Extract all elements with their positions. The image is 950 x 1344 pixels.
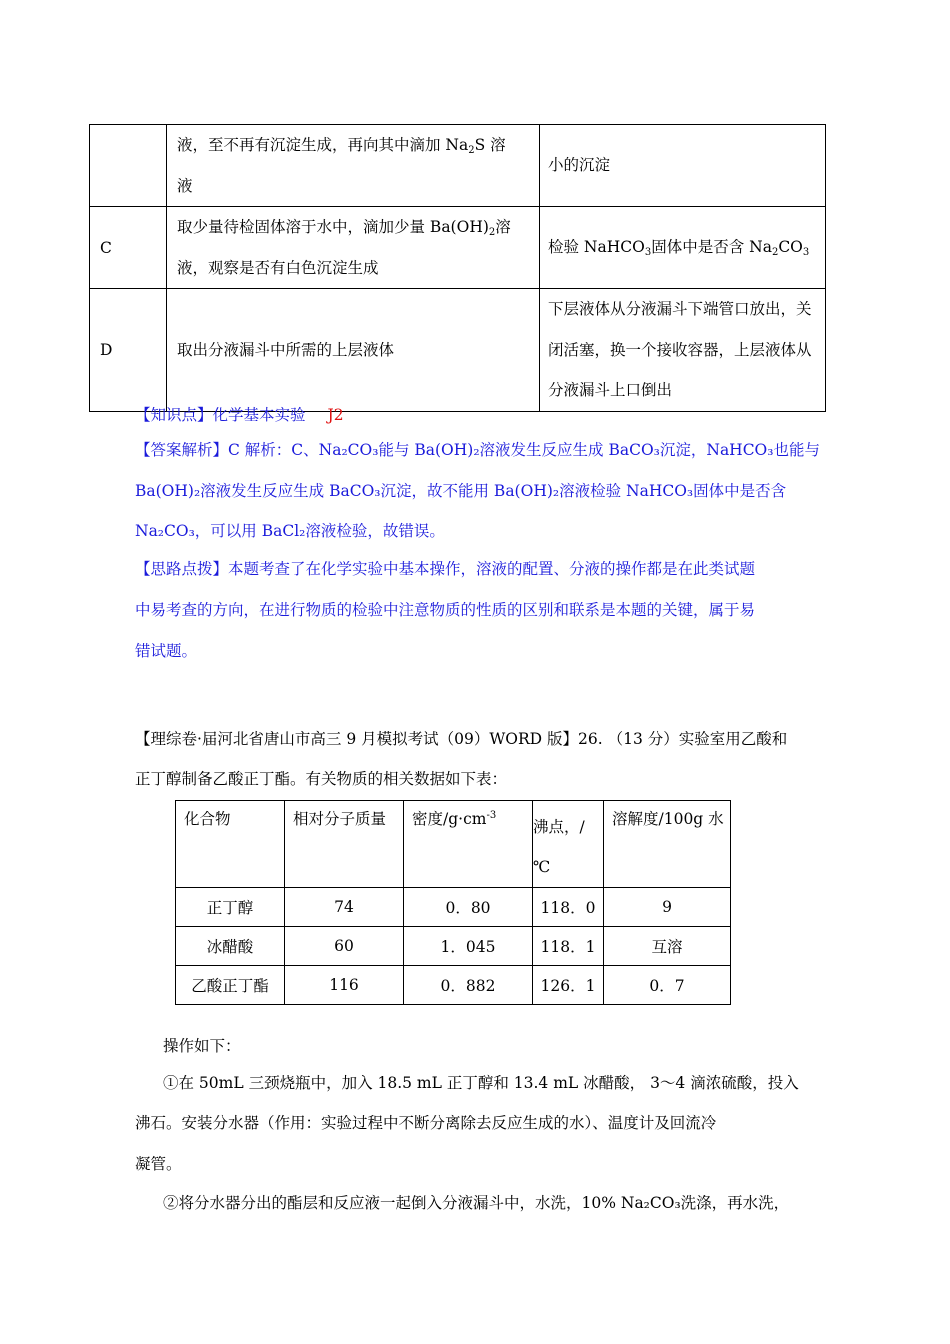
question-line-1: 【理综卷·届河北省唐山市高三 9 月模拟考试（09）WORD 版】26. （13 分）实验室用乙酸和: [135, 730, 788, 748]
step1-line-2: 沸石。安装分水器（作用：实验过程中不断分离除去反应生成的水）、温度计及回流冷: [135, 1114, 717, 1132]
cell-solubility: 0．7: [604, 966, 731, 1005]
step1-line-3: 凝管。: [135, 1155, 182, 1173]
question-line-2: 正丁醇制备乙酸正丁酯。有关物质的相关数据如下表：: [135, 770, 508, 788]
answer-line-1: 【答案解析】C 解析：C、Na₂CO₃能与 Ba(OH)₂溶液发生反应生成 BaCO₃沉淀，NaHCO₃也能与: [135, 441, 820, 459]
compound-data-table: [175, 800, 731, 1005]
cell-density: 1．045: [404, 927, 533, 966]
purpose-cell: 小的沉淀: [540, 125, 826, 207]
table-row: [90, 125, 826, 207]
purpose-cell: 下层液体从分液漏斗下端管口放出，关 闭活塞，换一个接收容器，上层液体从 分液漏斗上口倒出: [540, 289, 826, 412]
table-row: [176, 927, 731, 966]
operation-cell: 取出分液漏斗中所需的上层液体: [167, 289, 540, 412]
table-header-row: [176, 801, 731, 888]
header-compound: 化合物: [176, 801, 285, 888]
option-label: C: [90, 207, 167, 289]
cell-molar-mass: 116: [285, 966, 404, 1005]
operation-cell: 液，至不再有沉淀生成，再向其中滴加 $Na_2S$ 溶 液: [167, 125, 540, 207]
cell-boiling-point: 126．1: [533, 966, 604, 1005]
cell-solubility: 互溶: [604, 927, 731, 966]
answer-line-2: Ba(OH)₂溶液发生反应生成 BaCO₃沉淀，故不能用 Ba(OH)₂溶液检验 NaHCO₃固体中是否含: [135, 482, 787, 500]
procedure-title: 操作如下：: [163, 1037, 241, 1055]
header-molar-mass: 相对分子质量: [285, 801, 404, 888]
cell-solubility: 9: [604, 888, 731, 927]
table-row: [176, 966, 731, 1005]
hint-line-1: 【思路点拨】本题考查了在化学实验中基本操作，溶液的配置、分液的操作都是在此类试题: [135, 560, 756, 578]
hint-line-2: 中易考查的方向，在进行物质的检验中注意物质的性质的区别和联系是本题的关键，属于易: [135, 601, 756, 619]
experiment-options-table: [89, 124, 826, 412]
knowledge-code: J2: [327, 406, 344, 424]
header-boiling-point: 沸点，/ ℃: [533, 801, 604, 888]
operation-cell: 取少量待检固体溶于水中，滴加少量 $Ba(OH)_2$溶 液，观察是否有白色沉淀生成: [167, 207, 540, 289]
option-label: D: [90, 289, 167, 412]
header-density: 密度$/g\cdot cm^{-3}$: [404, 801, 533, 888]
header-solubility: 溶解度/100g 水: [604, 801, 731, 888]
cell-density: 0．882: [404, 966, 533, 1005]
table-row: [90, 207, 826, 289]
table-row: [176, 888, 731, 927]
cell-compound: 正丁醇: [176, 888, 285, 927]
cell-molar-mass: 74: [285, 888, 404, 927]
answer-line-3: Na₂CO₃，可以用 BaCl₂溶液检验，故错误。: [135, 522, 445, 540]
purpose-cell: 检验 NaHCO$_3$固体中是否含 $Na_2CO_3$: [540, 207, 826, 289]
hint-line-3: 错试题。: [135, 642, 198, 660]
cell-boiling-point: 118．1: [533, 927, 604, 966]
step1-line-1: ①在 50mL 三颈烧瓶中，加入 18.5 mL 正丁醇和 13.4 mL 冰醋酸， 3～4 滴浓硫酸，投入: [163, 1074, 799, 1092]
cell-molar-mass: 60: [285, 927, 404, 966]
cell-density: 0．80: [404, 888, 533, 927]
step2-line-1: ②将分水器分出的酯层和反应液一起倒入分液漏斗中，水洗，10% Na₂CO₃洗涤，再水洗，: [163, 1194, 790, 1212]
cell-boiling-point: 118．0: [533, 888, 604, 927]
table-row: [90, 289, 826, 412]
cell-compound: 乙酸正丁酯: [176, 966, 285, 1005]
cell-compound: 冰醋酸: [176, 927, 285, 966]
knowledge-point: 【知识点】化学基本实验 J2: [135, 406, 344, 424]
option-label: [90, 125, 167, 207]
